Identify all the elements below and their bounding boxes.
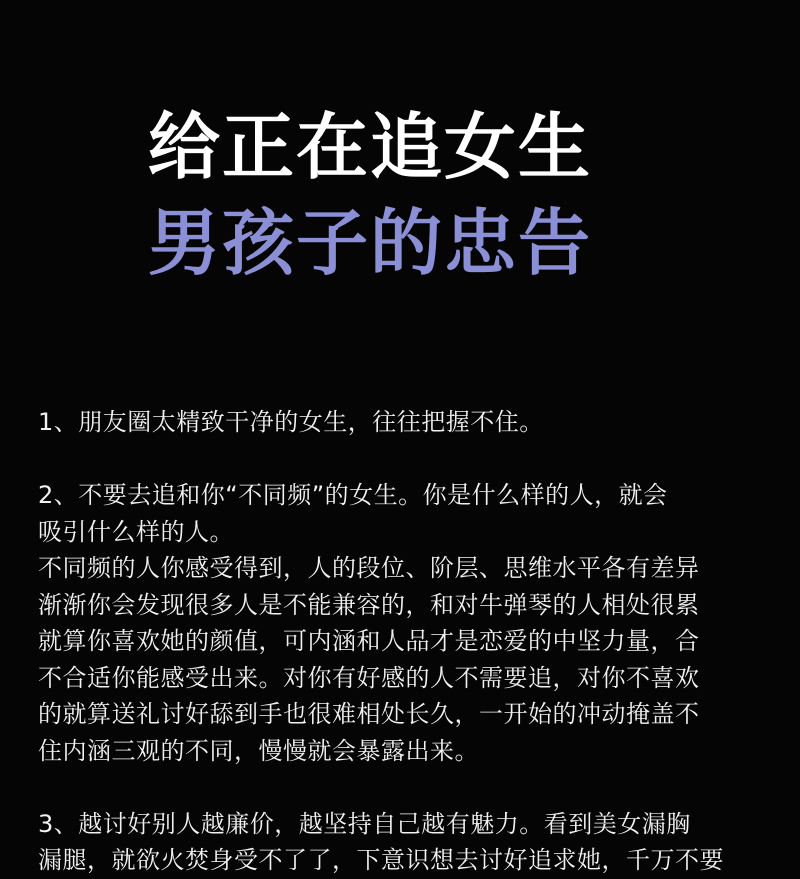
paragraph-gap (38, 441, 768, 478)
body-line-3: 2、不要去追和你“不同频”的女生。你是什么样的人，就会 (38, 481, 668, 509)
body-line-8: 不合适你能感受出来。对你有好感的人不需要追，对你不喜欢 (38, 663, 700, 692)
body-line-4: 吸引什么样的人。 (38, 517, 234, 546)
body-line-6: 渐渐你会发现很多人是不能兼容的，和对牛弹琴的人相处很累 (38, 590, 700, 619)
body-line-7: 就算你喜欢她的颜值，可内涵和人品才是恋爱的中坚力量，合 (38, 627, 700, 655)
body-line-12: 3、越讨好别人越廉价，越坚持自己越有魅力。看到美女漏胸 (38, 809, 691, 838)
advice-body (38, 404, 768, 879)
title-line-1: 给正在追女生 (148, 105, 593, 189)
body-line-10: 住内涵三观的不同，慢慢就会暴露出来。 (38, 736, 479, 765)
paragraph-gap (38, 769, 768, 806)
body-line-1: 1、朋友圈太精致干净的女生，往往把握不住。 (38, 408, 544, 436)
body-line-9: 的就算送礼讨好舔到手也很难相处长久，一开始的冲动掩盖不 (38, 700, 700, 728)
title-line-2: 男孩子的忠告 (148, 201, 593, 285)
body-line-5: 不同频的人你感受得到，人的段位、阶层、思维水平各有差异 (38, 554, 700, 582)
body-line-13: 漏腿，就欲火焚身受不了了，下意识想去讨好追求她，千万不要 (38, 846, 724, 874)
